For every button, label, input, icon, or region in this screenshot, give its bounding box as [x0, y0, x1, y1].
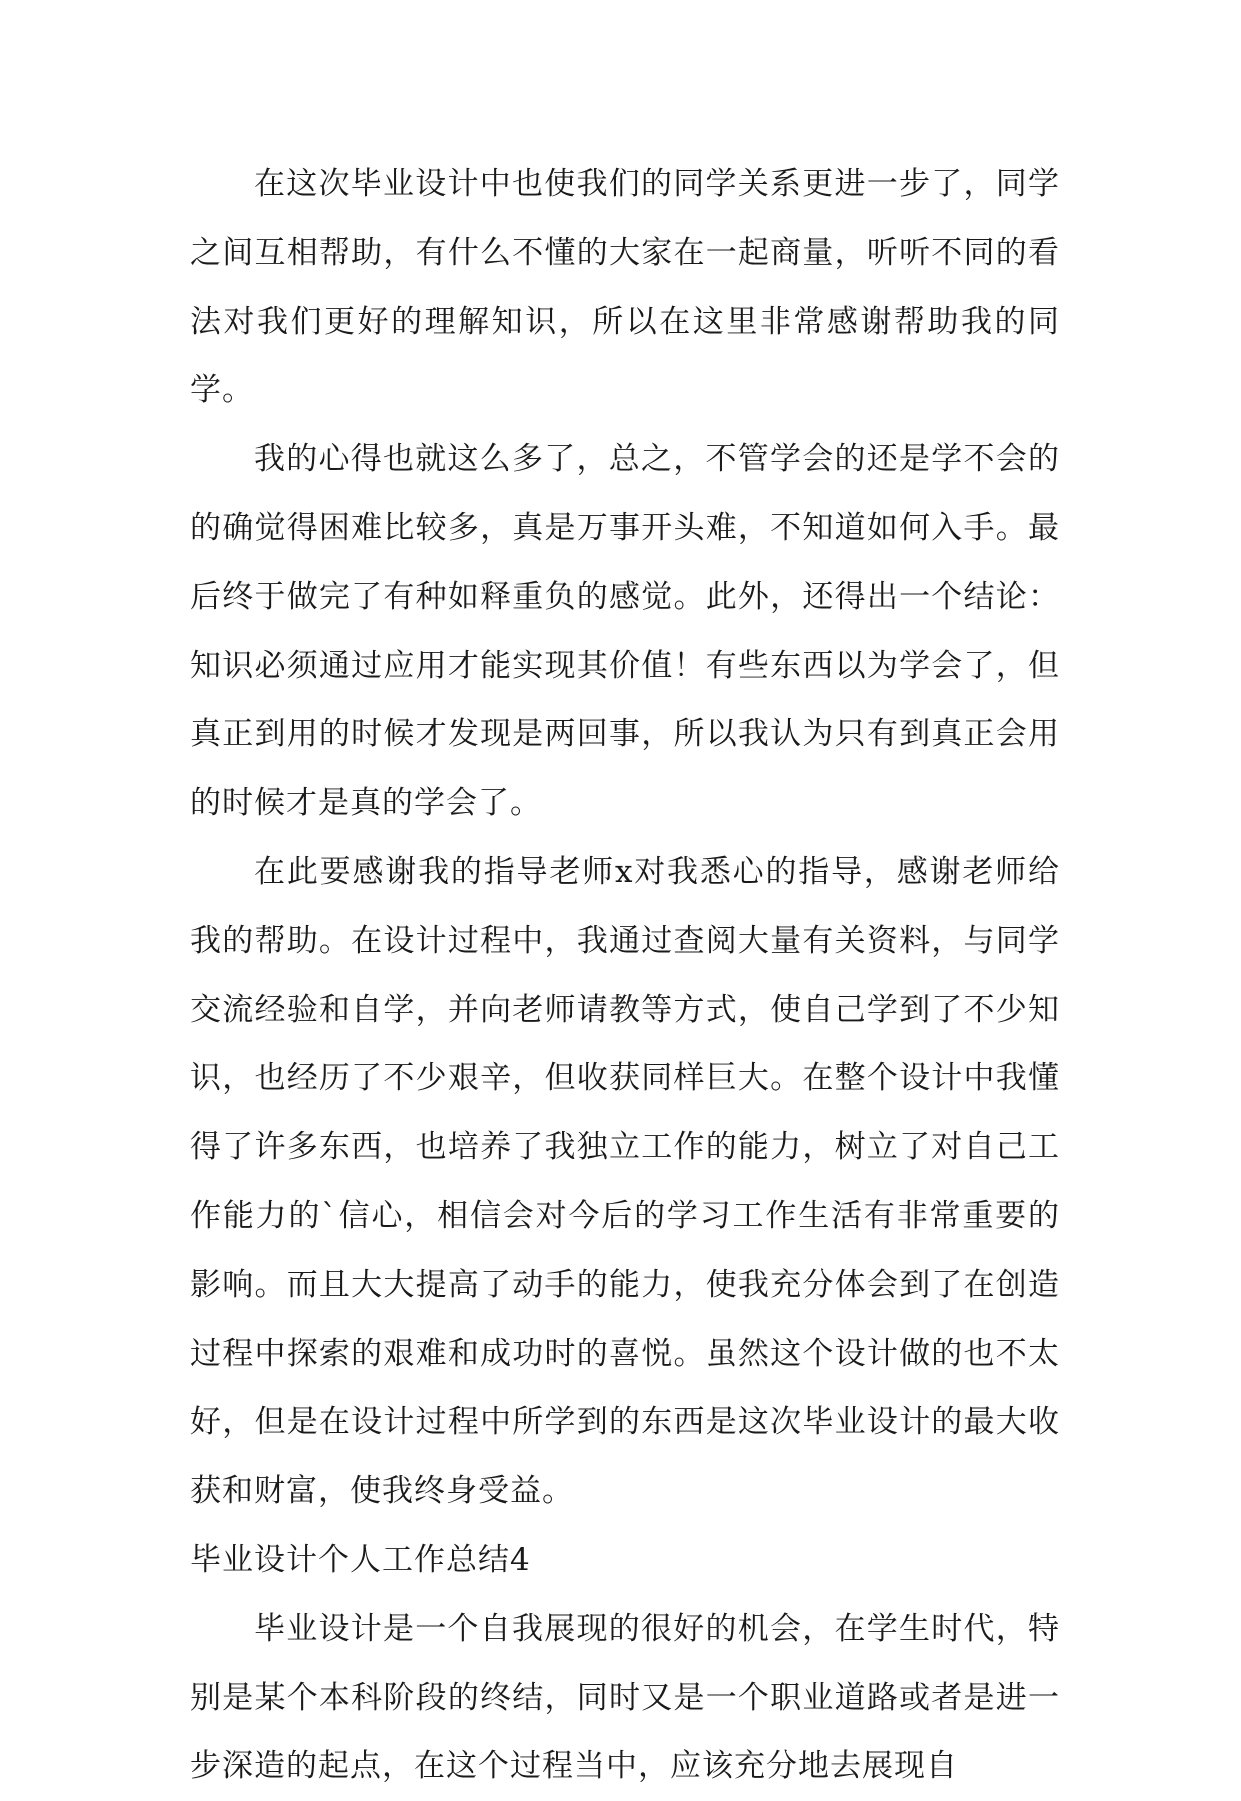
paragraph-summary-4: 毕业设计是一个自我展现的很好的机会，在学生时代，特别是某个本科阶段的终结，同时又是一个职业道路或者是进一步深造的起点，在这个过程当中，应该充分地去展现自 — [190, 1610, 1060, 1785]
paragraph-classmates: 在这次毕业设计中也使我们的同学关系更进一步了，同学之间互相帮助，有什么不懂的大家在一起商量，听听不同的看法对我们更好的理解知识，所以在这里非常感谢帮助我的同学。 — [190, 166, 1060, 409]
section-heading: 毕业设计个人工作总结4 — [190, 1541, 531, 1578]
paragraph-experience: 我的心得也就这么多了，总之，不管学会的还是学不会的的确觉得困难比较多，真是万事开头难，不知道如何入手。最后终于做完了有种如释重负的感觉。此外，还得出一个结论：知识必须通过应用才能实现其价值！有些东西以为学会了，但真正到用的时候才发现是两回事，所以我认为只有到真正会用的时候才是真的学会了。 — [190, 441, 1060, 822]
paragraph-thanks-teacher: 在此要感谢我的指导老师x对我悉心的指导，感谢老师给我的帮助。在设计过程中，我通过查阅大量有关资料，与同学交流经验和自学，并向老师请教等方式，使自己学到了不少知识，也经历了不少艰辛，但收获同样巨大。在整个设计中我懂得了许多东西，也培养了我独立工作的能力，树立了对自己工作能力的`信心，相信会对今后的学习工作生活有非常重要的影响。而且大大提高了动手的能力，使我充分体会到了在创造过程中探索的艰难和成功时的喜悦。虽然这个设计做的也不太好，但是在设计过程中所学到的东西是这次毕业设计的最大收获和财富，使我终身受益。 — [190, 853, 1060, 1510]
document-body — [190, 150, 1060, 1801]
